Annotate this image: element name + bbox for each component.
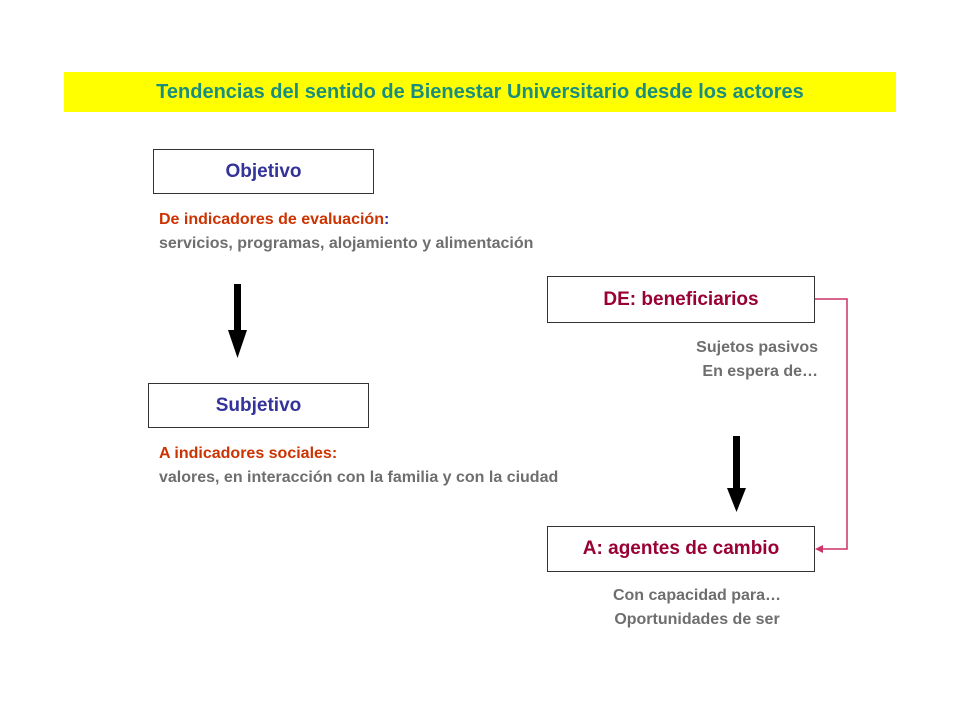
agentes-label: A: agentes de cambio [582, 538, 780, 559]
objetivo-box [153, 149, 374, 194]
agentes-description [577, 584, 817, 632]
arrow-beneficiarios-to-agentes [727, 436, 746, 512]
objetivo-label: Objetivo [225, 160, 302, 182]
beneficiarios-label: DE: beneficiarios [603, 288, 759, 310]
subjetivo-box [148, 383, 369, 428]
beneficiarios-desc-line2: En espera de… [702, 363, 818, 380]
objetivo-desc-head: De indicadores de evaluación [159, 211, 384, 228]
subjetivo-desc-body: valores, en interacción con la familia y con la ciudad [159, 469, 559, 486]
connector-beneficiarios-to-agentes [815, 299, 847, 553]
objetivo-desc-body: servicios, programas, alojamiento y alimentación [159, 235, 534, 252]
agentes-desc-line1: Con capacidad para… [612, 587, 782, 604]
beneficiarios-box [547, 276, 815, 323]
agentes-box [547, 526, 815, 572]
subjetivo-label: Subjetivo [215, 394, 302, 416]
subjetivo-description [159, 442, 558, 490]
objetivo-desc-head-line [159, 208, 533, 232]
arrow-objetivo-to-subjetivo [228, 284, 247, 358]
beneficiarios-desc-line1: Sujetos pasivos [696, 339, 818, 356]
objetivo-desc-colon: : [383, 211, 390, 228]
agentes-desc-line2: Oportunidades de ser [614, 611, 780, 628]
title-banner [64, 72, 896, 112]
slide-title: Tendencias del sentido de Bienestar Universitario desde los actores [156, 80, 804, 103]
beneficiarios-description [696, 336, 818, 384]
objetivo-description [159, 208, 533, 256]
subjetivo-desc-head: A indicadores sociales: [159, 445, 338, 462]
